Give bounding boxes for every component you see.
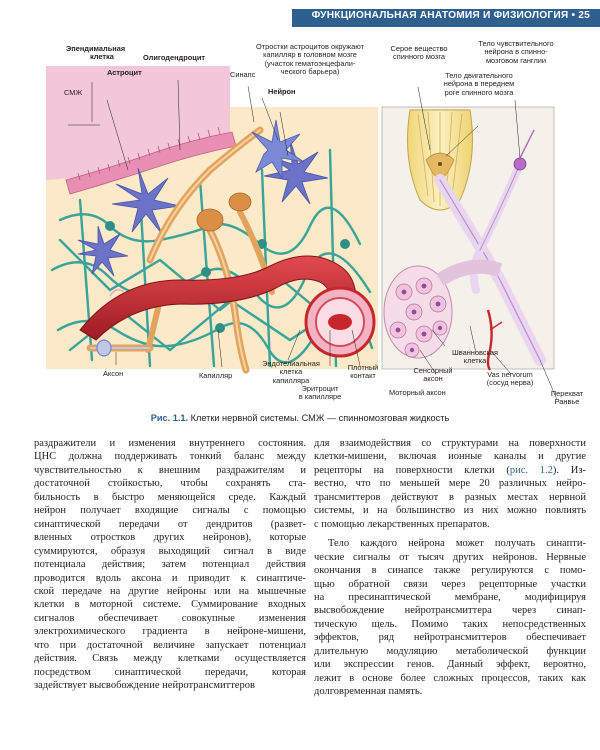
label-synapse: Синапс — [230, 70, 256, 79]
text-line: с помощью лекарственных препаратов. — [314, 518, 490, 530]
label-line: Vas nervorum — [487, 370, 533, 379]
text-line: клетки в моторной системе. Суммирование входных — [34, 599, 306, 611]
figure-1-1 — [0, 30, 600, 407]
text-line: Тело каждого нейрона может получать синапти- — [328, 538, 586, 550]
label-line: роге спинного мозга — [444, 87, 514, 97]
text-line: электрохимического градиента в нейроне-мишени, — [34, 626, 306, 638]
label-neuron: Нейрон — [268, 87, 296, 96]
text-line: для взаимодействия со структурами на поверхности — [314, 438, 586, 449]
text-fragment: рецепторы на поверхности клетки ( — [314, 464, 510, 476]
figure-caption — [0, 413, 600, 423]
label-erythrocyte — [290, 385, 350, 402]
label-line: Тело чувствительного — [478, 39, 554, 48]
caption-text: Клетки нервной системы. СМЖ — спинномозговая жидкость — [190, 413, 450, 423]
label-line: Тело двигательного — [445, 71, 513, 80]
label-line: (участок гематоэнцефали- — [264, 58, 356, 68]
text-line: долговременная память. — [314, 686, 423, 698]
text-line: бильность в быстро меняющейся среде. Каждый — [34, 491, 306, 503]
text-line: системы, и на большинство из них можно повлиять — [314, 505, 586, 517]
text-fragment: ). Из- — [552, 464, 586, 476]
sensory-neuron-body — [514, 158, 526, 170]
label-csf: СМЖ — [64, 88, 83, 97]
page-number: 25 — [578, 10, 590, 21]
paragraph — [314, 437, 586, 531]
text-line: проводится вдоль аксона и приводит к синаптиче- — [34, 572, 306, 584]
label-line: Эпендимальная — [66, 44, 126, 53]
label-line: ческого барьера) — [280, 67, 340, 77]
label-oligodendrocyte: Олигодендроцит — [143, 53, 205, 62]
text-line: эффектов, ряд нейротрансмиттеров обеспечивает — [314, 632, 586, 644]
label-motor-neuron-body — [436, 72, 522, 97]
text-line: лежит в основе более сложных процессов, таких как — [314, 672, 586, 684]
label-vas-nervorum — [470, 371, 550, 388]
cns-tissue-panel — [46, 66, 378, 370]
label-line: капилляр в головном мозге — [263, 50, 357, 60]
label-line: Плотный — [347, 363, 379, 372]
text-line: действия. Связь между клетками осуществляется — [34, 653, 306, 665]
label-line: Шванновская — [451, 348, 499, 357]
label-motor-axon: Моторный аксон — [389, 388, 446, 397]
label-line: Сенсорный — [413, 366, 453, 375]
text-line: ЦНС должна поддерживать тонкий баланс между — [34, 451, 306, 463]
text-column-left — [34, 437, 306, 693]
label-line: капилляра — [272, 375, 310, 385]
label-line: Серое вещество — [390, 44, 448, 53]
text-line: сигналов обеспечивает совокупные изменения — [34, 612, 306, 624]
label-astrocyte-processes — [246, 43, 374, 77]
text-line: задействует высвобождение нейротрансмиттеров — [34, 680, 255, 692]
label-line: Отростки астроцитов окружают — [256, 42, 364, 51]
running-header — [0, 0, 600, 30]
text-line: вленных отростков других нейронов), которые — [34, 532, 306, 544]
header-title — [312, 10, 590, 21]
label-line: Эндотелиальная — [262, 359, 320, 368]
label-line: Перехват — [550, 389, 584, 398]
text-line: суммируются, образуя выходящий сигнал в виде — [34, 545, 306, 557]
figure-reference-link[interactable]: рис. 1.2 — [509, 464, 553, 476]
text-line: ской передаче на другие нейроны или на мышечные — [34, 585, 306, 597]
figure-number: Рис. 1.1. — [150, 413, 189, 423]
label-line: мозговом ганглии — [485, 55, 547, 65]
text-line: ческие сигналы от тысяч других нейронов. Нервные — [314, 551, 586, 563]
text-line: клетки-мишени, включая ионные каналы и другие — [314, 451, 586, 463]
label-astrocyte: Астроцит — [107, 68, 142, 77]
text-line: раздражители и изменения внутреннего состояния. — [34, 438, 306, 449]
text-line: нейрон получает входящие сигналы с помощью — [34, 505, 306, 517]
paragraph — [314, 537, 586, 698]
paragraph — [34, 437, 306, 693]
text-line: достаточной стойкостью, чтобы сохранять ста- — [34, 478, 306, 490]
label-line: клетка — [463, 356, 487, 366]
text-line: вестно, что по меньшей мере 20 различных нейро- — [314, 478, 586, 490]
label-line: аксон — [423, 374, 443, 384]
label-sensory-axon — [406, 367, 460, 384]
label-line: Ранвье — [554, 397, 580, 407]
text-line: высвобождение нейротрансмиттера через синап- — [314, 605, 586, 617]
text-line: синаптической передачи от дендритов (развет- — [34, 518, 306, 530]
label-line: в капилляре — [298, 392, 342, 402]
label-line: спинного мозга — [393, 52, 445, 62]
text-line: трансмиттеров действуют в разных местах нервной — [314, 491, 586, 503]
label-gray-matter — [387, 45, 451, 62]
label-line: нейрона в спинно- — [484, 47, 548, 57]
label-capillary: Капилляр — [199, 371, 233, 380]
text-line: посредством синаптической передачи, которая — [34, 666, 306, 678]
label-sensory-neuron-body — [470, 40, 562, 65]
text-line: щью обратной связи через рецепторные участки — [314, 578, 586, 590]
label-line: нейрона в переднем — [443, 79, 515, 89]
label-line: клетка — [90, 52, 114, 62]
label-line: (сосуд нерва) — [486, 378, 534, 388]
text-line: тическую щель. Помимо таких непосредственных — [314, 618, 586, 630]
text-line: на пресинаптической мембране, модифицируя — [314, 591, 586, 603]
label-tight-junction — [342, 364, 384, 381]
central-canal — [438, 162, 442, 166]
label-schwann-cell — [446, 349, 504, 366]
text-line: или экспрессии генов. Данный эффект, вероятно, — [314, 659, 586, 671]
label-line: клетка — [279, 367, 303, 377]
label-ependymal-cell — [66, 45, 125, 62]
label-line: контакт — [350, 371, 376, 381]
text-line: потенциала действия; затем потенциал действия — [34, 559, 306, 571]
header-bullet: • — [571, 10, 576, 21]
label-axon: Аксон — [103, 369, 124, 378]
text-column-right — [314, 437, 586, 699]
text-line: длительную модуляцию метаболической функции — [314, 645, 586, 657]
label-node-of-ranvier — [545, 390, 589, 407]
text-line: чувствительностью к внешним раздражителям и — [34, 464, 306, 476]
label-line: Эритроцит — [301, 384, 339, 393]
text-line — [314, 464, 586, 477]
text-line: окончания в синапсе также регулируются с помо- — [314, 565, 586, 577]
text-line: что при достаточной величине запускает потенциал — [34, 639, 306, 651]
running-title: ФУНКЦИОНАЛЬНАЯ АНАТОМИЯ И ФИЗИОЛОГИЯ — [311, 10, 569, 21]
label-endothelial-cell — [256, 360, 326, 385]
